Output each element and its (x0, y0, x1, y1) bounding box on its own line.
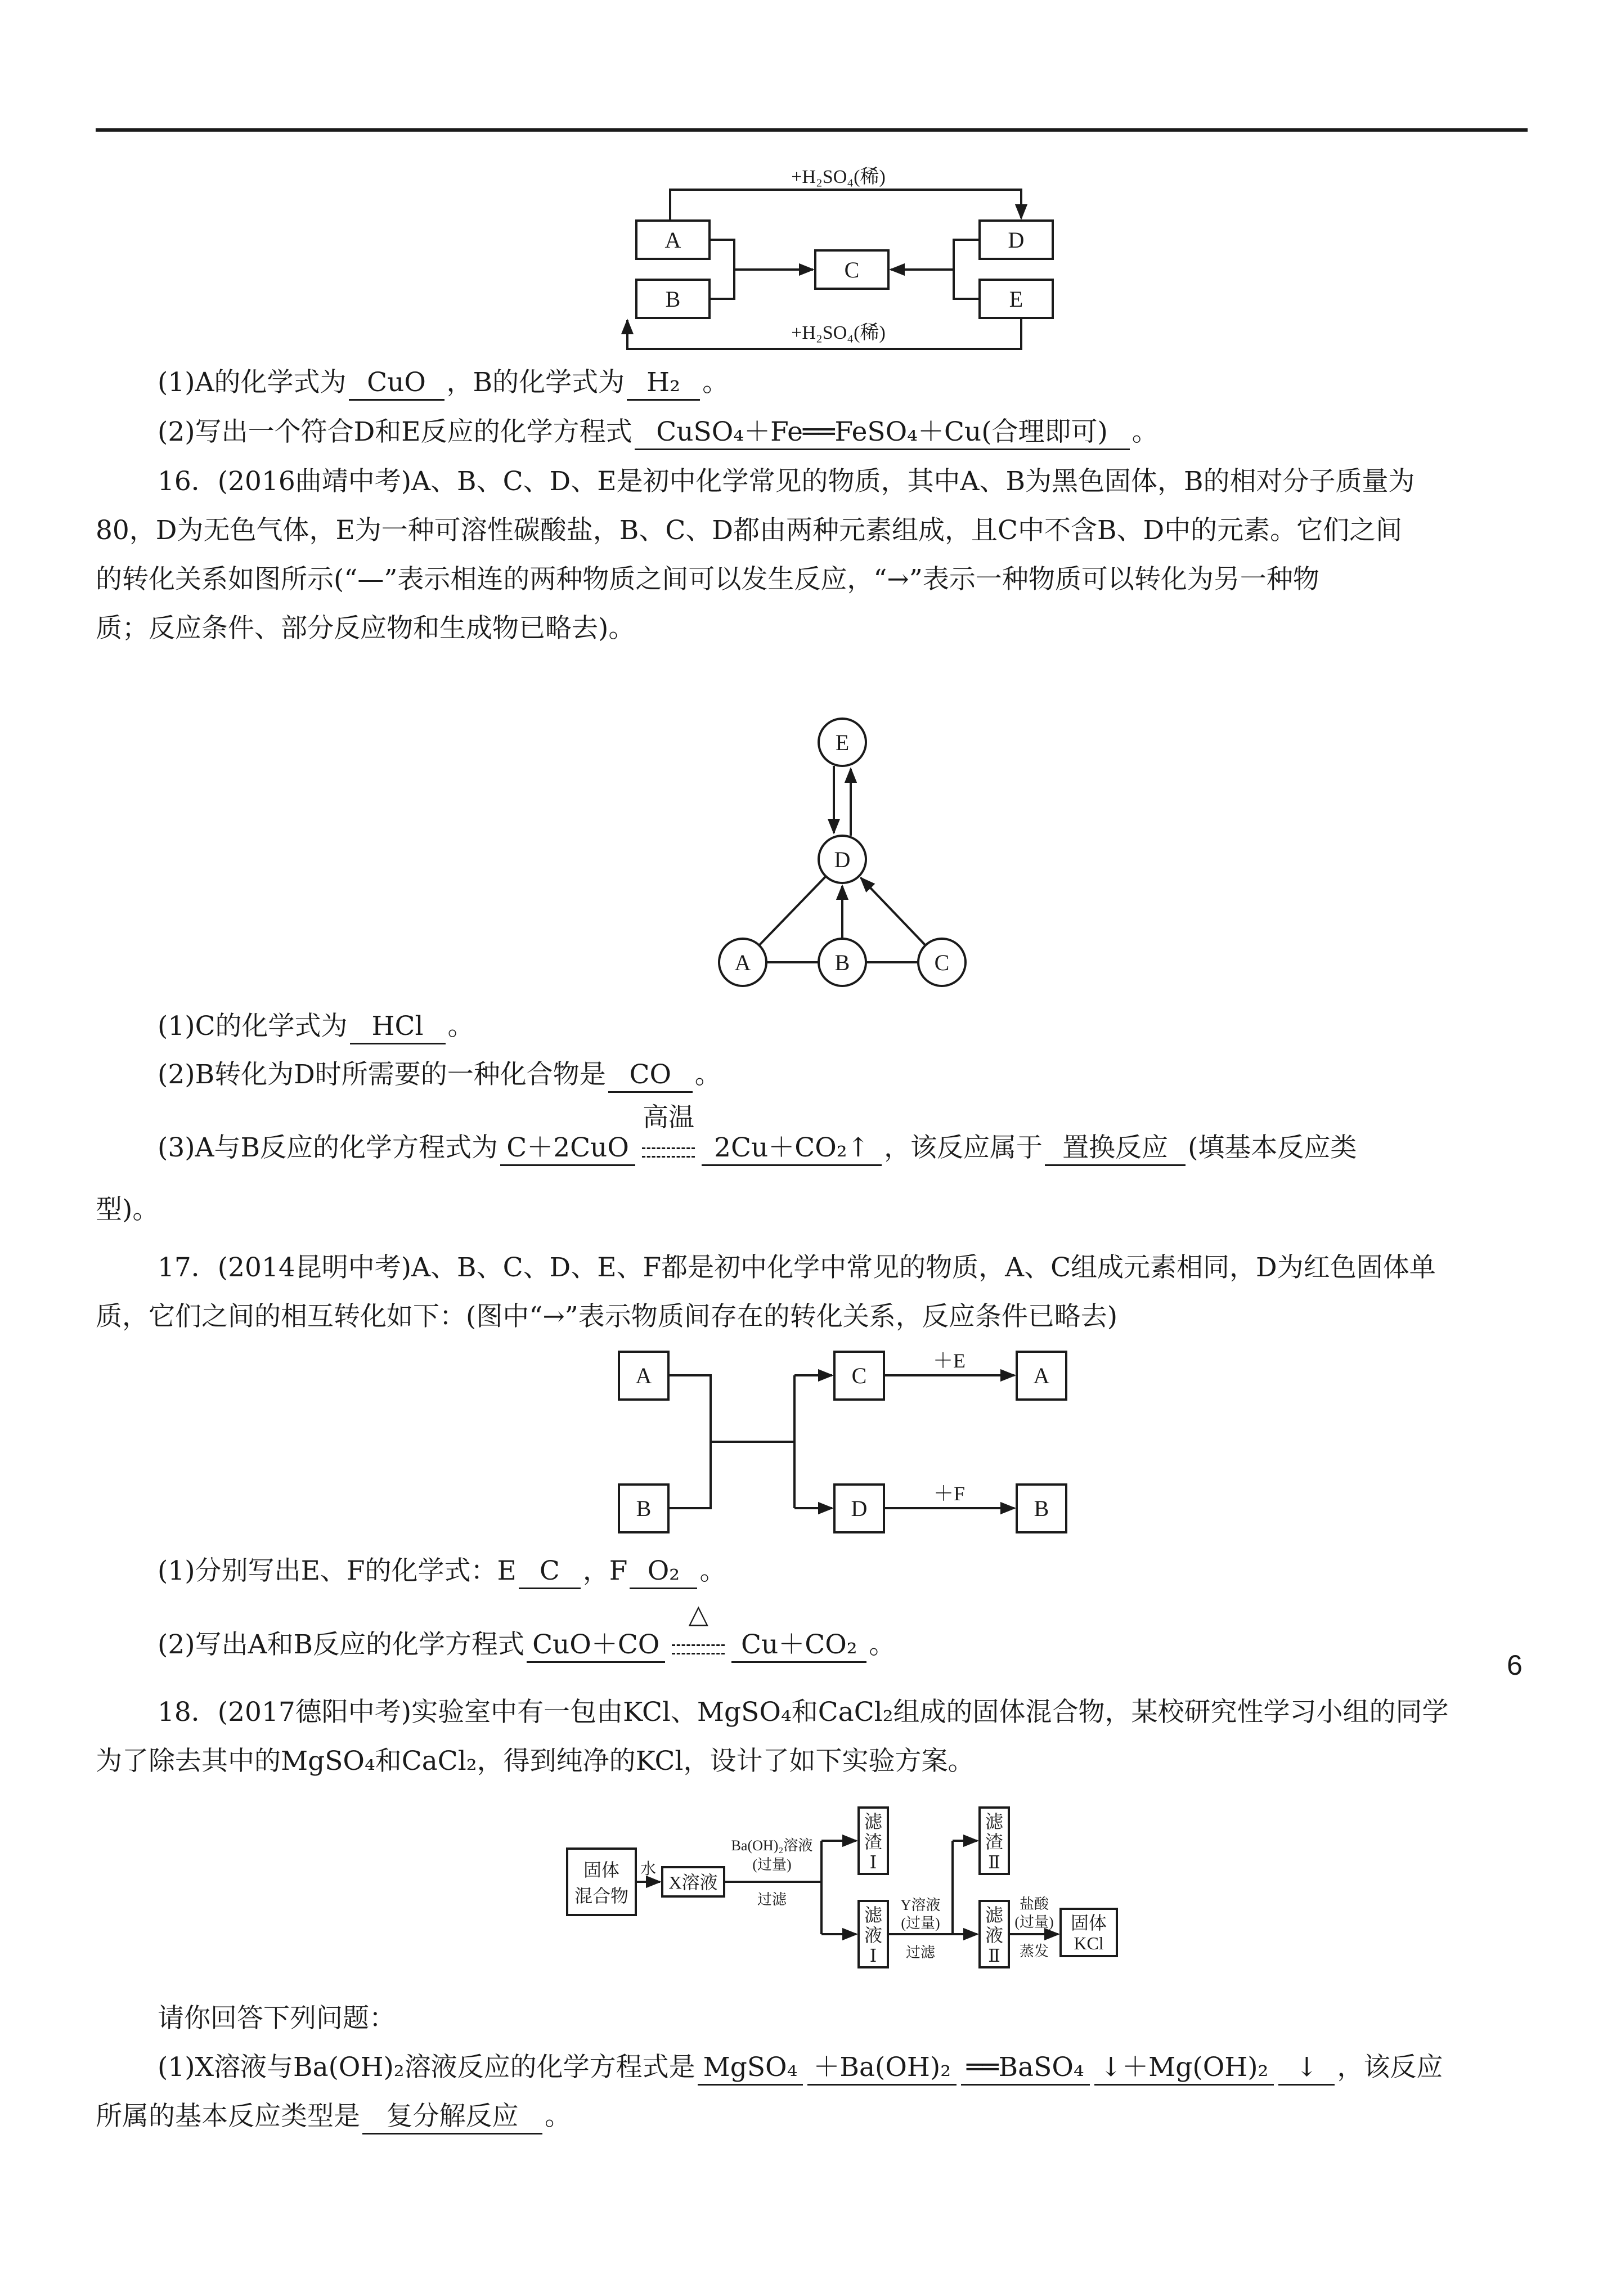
q18-evaporate: 蒸发 (1019, 1943, 1049, 1959)
q17-box-b1: B (636, 1496, 652, 1521)
q18-product-1: 固体 (1070, 1913, 1107, 1933)
q16-node-c: C (934, 950, 950, 975)
q18-filter1: 过滤 (757, 1891, 787, 1908)
q15-top-label: +H₂SO₄(稀) (791, 167, 886, 187)
q15-box-d: D (1008, 227, 1025, 253)
q18-answer-b: ＋Ba(OH)₂ (807, 2051, 957, 2086)
q18-ask: 请你回答下列问题： (158, 2003, 396, 2034)
header-rule (96, 128, 1528, 132)
q18-residue1-2: 渣 (864, 1832, 883, 1852)
q15-bottom-label: +H₂SO₄(稀) (791, 322, 886, 343)
page-number: 6 (1507, 1649, 1523, 1681)
q18-residue1-3: Ⅰ (869, 1852, 877, 1872)
q18-residue2-2: 渣 (985, 1832, 1004, 1852)
q17-box-d: D (851, 1496, 868, 1521)
q18-filtrate1-3: Ⅰ (869, 1945, 877, 1966)
q16-equation-left: C＋2CuO (500, 1132, 635, 1166)
q15-box-e: E (1009, 286, 1023, 312)
q17-condition: △ (688, 1599, 709, 1629)
q18-residue1-1: 滤 (864, 1811, 883, 1832)
q16-part3-cont: 型)。 (96, 1194, 159, 1225)
q18-filtrate1-1: 滤 (864, 1905, 883, 1925)
q18-reagent1-2: (过量) (752, 1856, 792, 1873)
q17-label-e: ＋E (933, 1349, 966, 1372)
q16-answer-compound: CO (608, 1059, 693, 1093)
q16-stem-line4: 质；反应条件、部分反应物和生成物已略去)。 (96, 613, 635, 644)
q17-answer-e: C (519, 1555, 581, 1589)
q16-answer-c: HCl (350, 1010, 446, 1044)
q18-reagent2-1: Y溶液 (900, 1897, 941, 1913)
q16-node-b: B (834, 950, 850, 975)
q18-product-2: KCl (1074, 1933, 1104, 1953)
q16-part1: (1)C的化学式为 HCl 。 (158, 1010, 474, 1044)
q15-part2: (2)写出一个符合D和E反应的化学方程式 CuSO₄＋Fe══FeSO₄＋Cu(合理即可) 。 (158, 415, 1159, 450)
q17-stem-line1: 17．(2014昆明中考)A、B、C、D、E、F都是初中化学中常见的物质，A、C组成元素相同，D为红色固体单 (158, 1252, 1436, 1283)
q16-reaction-sign (637, 1102, 699, 1167)
q18-residue2-3: Ⅱ (988, 1852, 1000, 1872)
q18-answer-c: ══BaSO₄ (961, 2051, 1090, 2086)
q18-filtrate2-3: Ⅱ (988, 1945, 1000, 1966)
q18-part1: (1)X溶液与Ba(OH)₂溶液反应的化学方程式是 MgSO₄ ＋Ba(OH)₂ ══BaSO₄ ↓＋Mg(OH)₂ ↓ ，该反应 (158, 2051, 1443, 2086)
q18-filtrate2-1: 滤 (985, 1905, 1004, 1925)
q18-solid-mix-2: 混合物 (574, 1886, 629, 1906)
q18-reagent2-2: (过量) (901, 1915, 940, 1931)
q15-box-a: A (664, 227, 681, 253)
q16-condition: 高温 (643, 1102, 695, 1132)
q17-part1: (1)分别写出E、F的化学式：E C ，F O₂ 。 (158, 1554, 726, 1589)
q18-answer-d: ↓＋Mg(OH)₂ (1094, 2051, 1274, 2086)
q18-water: 水 (640, 1860, 657, 1878)
q17-box-b2: B (1034, 1496, 1049, 1521)
q16-stem-line1: 16．(2016曲靖中考)A、B、C、D、E是初中化学常见的物质，其中A、B为黑色固体，B的相对分子质量为 (158, 466, 1415, 497)
q17-equation-left: CuO＋CO (527, 1629, 665, 1663)
q17-label-f: ＋F (933, 1482, 966, 1505)
q16-node-a: A (734, 950, 751, 975)
q18-stem-line1: 18．(2017德阳中考)实验室中有一包由KCl、MgSO₄和CaCl₂组成的固体混合物，某校研究性学习小组的同学 (158, 1697, 1449, 1728)
q16-part2: (2)B转化为D时所需要的一种化合物是 CO 。 (158, 1058, 721, 1093)
q15-answer-b: H₂ (627, 366, 700, 401)
q15-answer-equation: CuSO₄＋Fe══FeSO₄＋Cu(合理即可) (635, 416, 1130, 450)
q15-box-b: B (665, 286, 681, 312)
q18-residue2-1: 滤 (985, 1811, 1004, 1832)
q18-answer-a: MgSO₄ (698, 2051, 803, 2086)
q18-answer-type: 复分解反应 (362, 2100, 542, 2134)
q18-solid-mix-1: 固体 (583, 1860, 620, 1880)
q17-equation-right: Cu＋CO₂ (731, 1629, 866, 1663)
q16-stem-line3: 的转化关系如图所示(“—”表示相连的两种物质之间可以发生反应，“→”表示一种物质可以转化为另一种物 (96, 564, 1319, 595)
q15-answer-a: CuO (349, 366, 444, 401)
q16-part3: (3)A与B反应的化学方程式为 C＋2CuO 高温 2Cu＋CO₂↑ ，该反应属于 置换反应 (填基本反应类 (158, 1131, 1357, 1167)
q16-answer-type: 置换反应 (1045, 1132, 1186, 1166)
q18-reagent1-1: Ba(OH)₂溶液 (731, 1837, 813, 1854)
q17-stem-line2: 质，它们之间的相互转化如下：(图中“→”表示物质间存在的转化关系，反应条件已略去) (96, 1301, 1118, 1332)
q18-reagent3-1: 盐酸 (1019, 1896, 1049, 1912)
q17-part2: (2)写出A和B反应的化学方程式 CuO＋CO △ Cu＋CO₂ 。 (158, 1628, 895, 1663)
q16-equation-right: 2Cu＋CO₂↑ (702, 1132, 882, 1166)
q16-node-d: D (834, 847, 851, 872)
q17-box-a2: A (1033, 1363, 1050, 1388)
q16-stem-line2: 80，D为无色气体，E为一种可溶性碳酸盐，B、C、D都由两种元素组成，且C中不含B、D中的元素。它们之间 (96, 515, 1403, 546)
q16-node-e: E (835, 730, 850, 755)
q17-reaction-sign (667, 1599, 729, 1663)
q18-part1-cont: 所属的基本反应类型是 复分解反应 。 (96, 2100, 571, 2134)
q17-box-a1: A (635, 1363, 652, 1388)
q18-reagent3-2: (过量) (1014, 1914, 1054, 1930)
q18-stem-line2: 为了除去其中的MgSO₄和CaCl₂，得到纯净的KCl，设计了如下实验方案。 (96, 1746, 975, 1777)
q17-box-c: C (851, 1363, 867, 1388)
q18-filtrate1-2: 液 (864, 1925, 883, 1945)
q17-answer-f: O₂ (630, 1555, 697, 1589)
q18-x-solution: X溶液 (668, 1872, 718, 1893)
q18-filter2: 过滤 (905, 1944, 936, 1961)
q15-part1: (1)A的化学式为 CuO ，B的化学式为 H₂ 。 (158, 366, 729, 401)
q18-filtrate2-2: 液 (985, 1925, 1004, 1945)
q15-box-c: C (844, 257, 860, 282)
q18-answer-e: ↓ (1278, 2051, 1335, 2086)
